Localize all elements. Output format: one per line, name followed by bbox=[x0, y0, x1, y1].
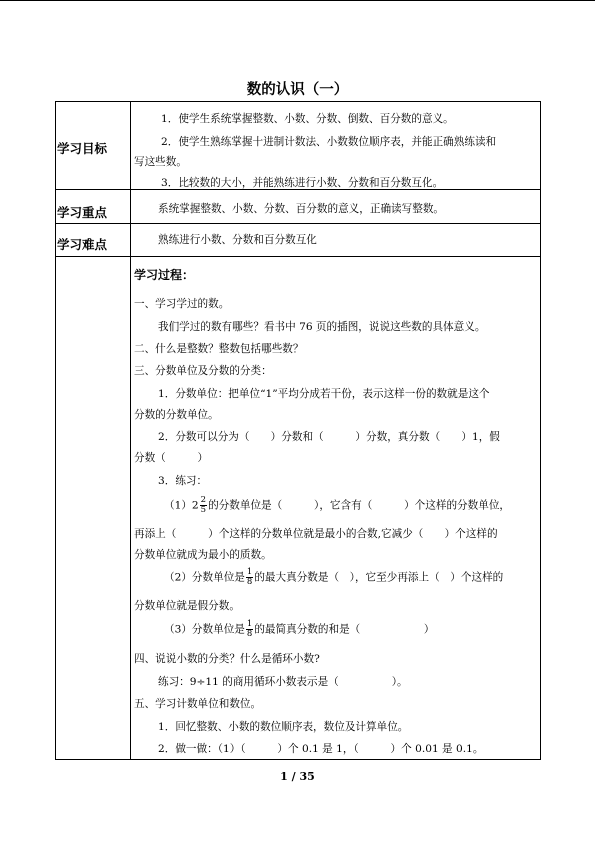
goal-line-1: 1．使学生系统掌握整数、小数、分数、倒数、百分数的意义。 bbox=[161, 113, 454, 125]
process-heading: 学习过程： bbox=[134, 268, 195, 282]
exercise-1-line: （1）2 $\frac{2}{5}$ 的分数单位是（ ），它含有（ ）个这样的分数单位， bbox=[164, 495, 511, 515]
process-line-6: 分数的分数单位。 bbox=[134, 409, 219, 421]
goal-line-4: 3．比较数的大小，并能熟练进行小数、分数和百分数互化。 bbox=[161, 177, 444, 189]
exercise-2-line: （2）分数单位是 $\frac{1}{8}$ 的最大真分数是（ ），它至少再添上（ ）个这样的 bbox=[164, 567, 504, 587]
process-line-16: 四、说说小数的分类？什么是循环小数? bbox=[134, 653, 320, 665]
lesson-plan-table bbox=[55, 101, 541, 760]
row-divider-key-points bbox=[56, 223, 540, 224]
row-label-goals: 学习目标 bbox=[57, 141, 108, 156]
key-points-text: 系统掌握整数、小数、分数、百分数的意义，正确读写整数。 bbox=[158, 203, 445, 215]
fraction-one-eighth: $\frac{1}{8}$ bbox=[246, 567, 253, 587]
process-line-5: 1．分数单位：把单位“1”平均分成若干份，表示这样一份的数就是这个 bbox=[158, 388, 490, 400]
process-line-19: 1．回忆整数、小数的数位顺序表，数位及计算单位。 bbox=[158, 721, 409, 733]
row-label-difficulties: 学习难点 bbox=[57, 237, 108, 252]
process-line-3: 二、什么是整数？整数包括哪些数？ bbox=[134, 343, 304, 355]
exercise-3-line: （3）分数单位是 $\frac{1}{8}$ 的最简真分数的和是（ ） bbox=[164, 619, 435, 639]
process-line-8: 分数（ ） bbox=[134, 452, 209, 464]
row-divider-difficulties bbox=[56, 256, 540, 257]
difficulties-text: 熟练进行小数、分数和百分数互化 bbox=[158, 234, 317, 246]
process-line-12: 分数单位就成为最小的质数。 bbox=[134, 549, 272, 561]
goal-line-3: 写这些数。 bbox=[134, 156, 187, 168]
process-line-4: 三、分数单位及分数的分类： bbox=[134, 365, 272, 377]
page-title: 数的认识（一） bbox=[246, 82, 349, 98]
process-line-2: 我们学过的数有哪些？看书中 76 页的插图，说说这些数的具体意义。 bbox=[158, 321, 486, 333]
process-line-9: 3．练习： bbox=[158, 475, 208, 487]
goal-line-2: 2．使学生熟练掌握十进制计数法、小数数位顺序表，并能正确熟练读和 bbox=[161, 136, 497, 148]
process-line-14: 分数单位就是假分数。 bbox=[134, 600, 240, 612]
page-number: 1 / 35 bbox=[280, 770, 315, 783]
process-line-20: 2．做一做：（1）（ ）个 0.1 是 1，（ ）个 0.01 是 0.1。 bbox=[158, 743, 484, 755]
top-border-line bbox=[0, 0, 595, 1]
process-line-11: 再添上（ ）个这样的分数单位就是最小的合数,它减少（ ）个这样的 bbox=[134, 528, 498, 540]
fraction-one-eighth-2: $\frac{1}{8}$ bbox=[246, 619, 253, 639]
process-line-1: 一、学习学过的数。 bbox=[134, 298, 230, 310]
row-label-key-points: 学习重点 bbox=[57, 205, 108, 220]
process-line-17: 练习：9÷11 的商用循环小数表示是（ ）。 bbox=[158, 676, 408, 688]
process-line-7: 2．分数可以分为（ ）分数和（ ）分数，真分数（ ）1，假 bbox=[158, 431, 500, 443]
fraction-two-fifths: $\frac{2}{5}$ bbox=[200, 495, 207, 515]
column-divider bbox=[130, 102, 131, 759]
process-line-18: 五、学习计数单位和数位。 bbox=[134, 698, 262, 710]
